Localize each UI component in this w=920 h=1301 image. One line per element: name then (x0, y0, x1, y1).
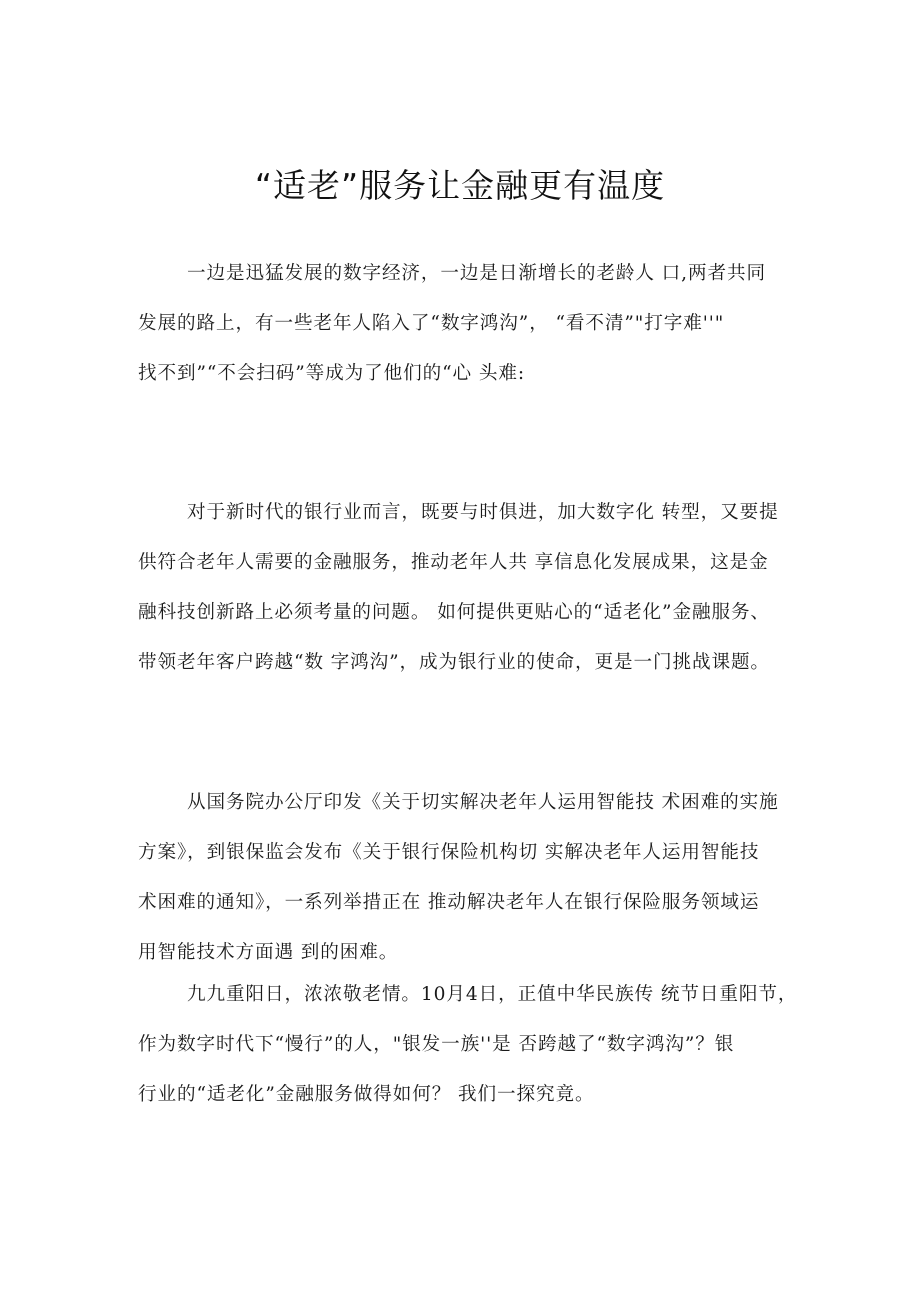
paragraph-line: 术困难的通知》，一系列举措正在 推动解决老年人在银行保险服务领域运 (138, 892, 760, 913)
paragraph-line: 方案》，到银保监会发布《关于银行保险机构切 实解决老年人运用智能技 (138, 842, 760, 863)
paragraph-line: 对于新时代的银行业而言，既要与时俱进，加大数字化 转型，又要提 (187, 502, 779, 523)
paragraph-2 (138, 488, 828, 688)
paragraph-line: 从国务院办公厅印发《关于切实解决老年人运用智能技 术困难的实施 (187, 792, 779, 813)
paragraph-4 (138, 970, 828, 1120)
paragraph-line: 带领老年客户跨越“数 字鸿沟”，成为银行业的使命，更是一门挑战课题。 (138, 652, 770, 673)
paragraph-line: 九九重阳日，浓浓敬老情。10月4日，正值中华民族传 统节日重阳节， (187, 984, 798, 1005)
paragraph-line: 一边是迅猛发展的数字经济，一边是日渐增长的老龄人 口,两者共同 (187, 263, 766, 284)
paragraph-line: 融科技创新路上必须考量的问题。 如何提供更贴心的“适老化”金融服务、 (138, 602, 770, 623)
document-title: “适老”服务让金融更有温度 (254, 166, 666, 205)
paragraph-line: 供符合老年人需要的金融服务，推动老年人共 享信息化发展成果，这是金 (138, 552, 769, 573)
paragraph-line: 用智能技术方面遇 到的困难。 (138, 942, 399, 963)
paragraph-line: 找不到”“不会扫码”等成为了他们的“心 头难: (138, 363, 525, 384)
paragraph-3 (138, 778, 828, 978)
paragraph-line: 发展的路上，有一些老年人陷入了“数字鸿沟”， “看不清”"打字难''" (138, 313, 725, 334)
paragraph-line: 行业的“适老化”金融服务做得如何？ 我们一探究竟。 (138, 1084, 595, 1105)
paragraph-1 (138, 249, 828, 399)
paragraph-line: 作为数字时代下“慢行”的人，"银发一族''是 否跨越了“数字鸿沟”？银 (138, 1034, 735, 1055)
